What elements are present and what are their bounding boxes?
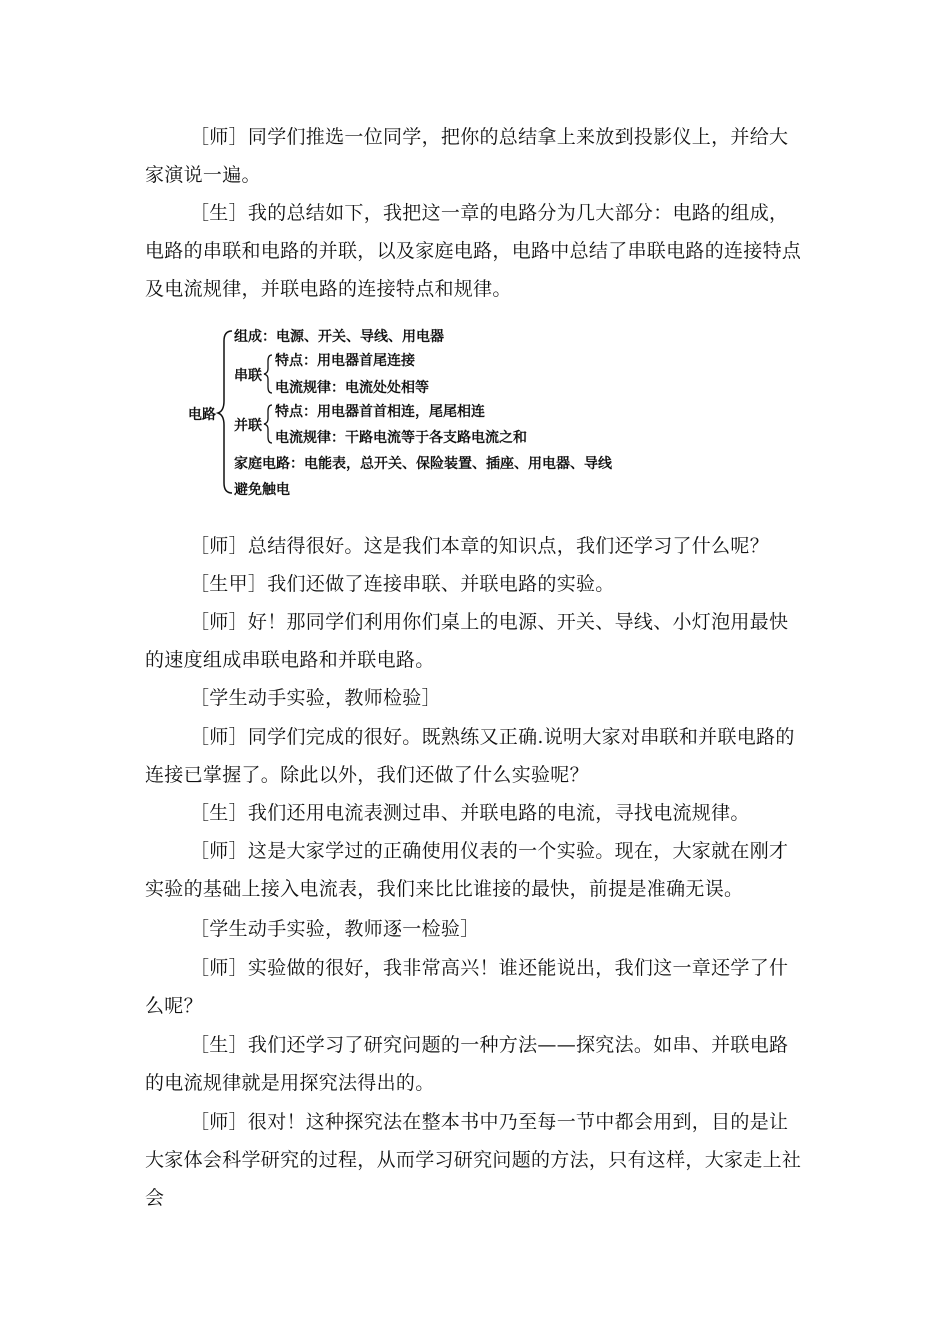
diagram-parallel-feature: 特点：用电器首首相连，尾尾相连 [275, 404, 485, 420]
paragraph-4: ［学生动手实验，教师检验］ [190, 687, 441, 709]
paragraph-8: ［学生动手实验，教师逐一检验］ [190, 918, 480, 940]
circuit-summary-diagram [180, 323, 700, 503]
diagram-avoid-shock: 避免触电 [234, 482, 290, 498]
diagram-composition: 组成：电源、开关、导线、用电器 [234, 329, 444, 345]
diagram-series-feature: 特点：用电器首尾连接 [275, 353, 415, 369]
paragraph-6: ［生］我们还用电流表测过串、并联电路的电流，寻找电流规律。 [190, 802, 750, 824]
paragraph-9: ［师］实验做的很好，我非常高兴！谁还能说出，我们这一章还学了什么呢？ [145, 957, 789, 1017]
paragraph-3: ［师］好！那同学们利用你们桌上的电源、开关、导线、小灯泡用最快的速度组成串联电路和并联电路。 [145, 611, 789, 671]
paragraph-11: ［师］很对！这种探究法在整本书中乃至每一节中都会用到，目的是让大家体会科学研究的过程，从而学习研究问题的方法，只有这样，大家走上社会 [145, 1111, 802, 1209]
diagram-parallel-label: 并联 [234, 418, 262, 434]
diagram-series-current: 电流规律：电流处处相等 [275, 380, 429, 396]
paragraph-5: ［师］同学们完成的很好。既熟练又正确.说明大家对串联和并联电路的连接已掌握了。除此以外，我们还做了什么实验呢？ [145, 726, 795, 786]
paragraph-7: ［师］这是大家学过的正确使用仪表的一个实验。现在，大家就在刚才实验的基础上接入电流表，我们来比比谁接的最快，前提是准确无误。 [145, 840, 789, 900]
paragraph-1: ［师］总结得很好。这是我们本章的知识点，我们还学习了什么呢？ [190, 535, 770, 557]
paragraph-student-summary: ［生］我的总结如下，我把这一章的电路分为几大部分：电路的组成，电路的串联和电路的并联，以及家庭电路，电路中总结了串联电路的连接特点及电流规律，并联电路的连接特点和规律。 [145, 202, 802, 300]
diagram-root-label: 电路 [188, 407, 216, 423]
diagram-household: 家庭电路：电能表，总开关、保险装置、插座、用电器、导线 [234, 456, 612, 472]
paragraph-2: ［生甲］我们还做了连接串联、并联电路的实验。 [190, 573, 615, 595]
diagram-series-label: 串联 [234, 368, 262, 384]
paragraph-teacher-intro: ［师］同学们推选一位同学，把你的总结拿上来放到投影仪上，并给大家演说一遍。 [145, 126, 789, 186]
diagram-parallel-current: 电流规律：干路电流等于各支路电流之和 [275, 430, 527, 446]
paragraph-10: ［生］我们还学习了研究问题的一种方法——探究法。如串、并联电路的电流规律就是用探究法得出的。 [145, 1034, 789, 1094]
